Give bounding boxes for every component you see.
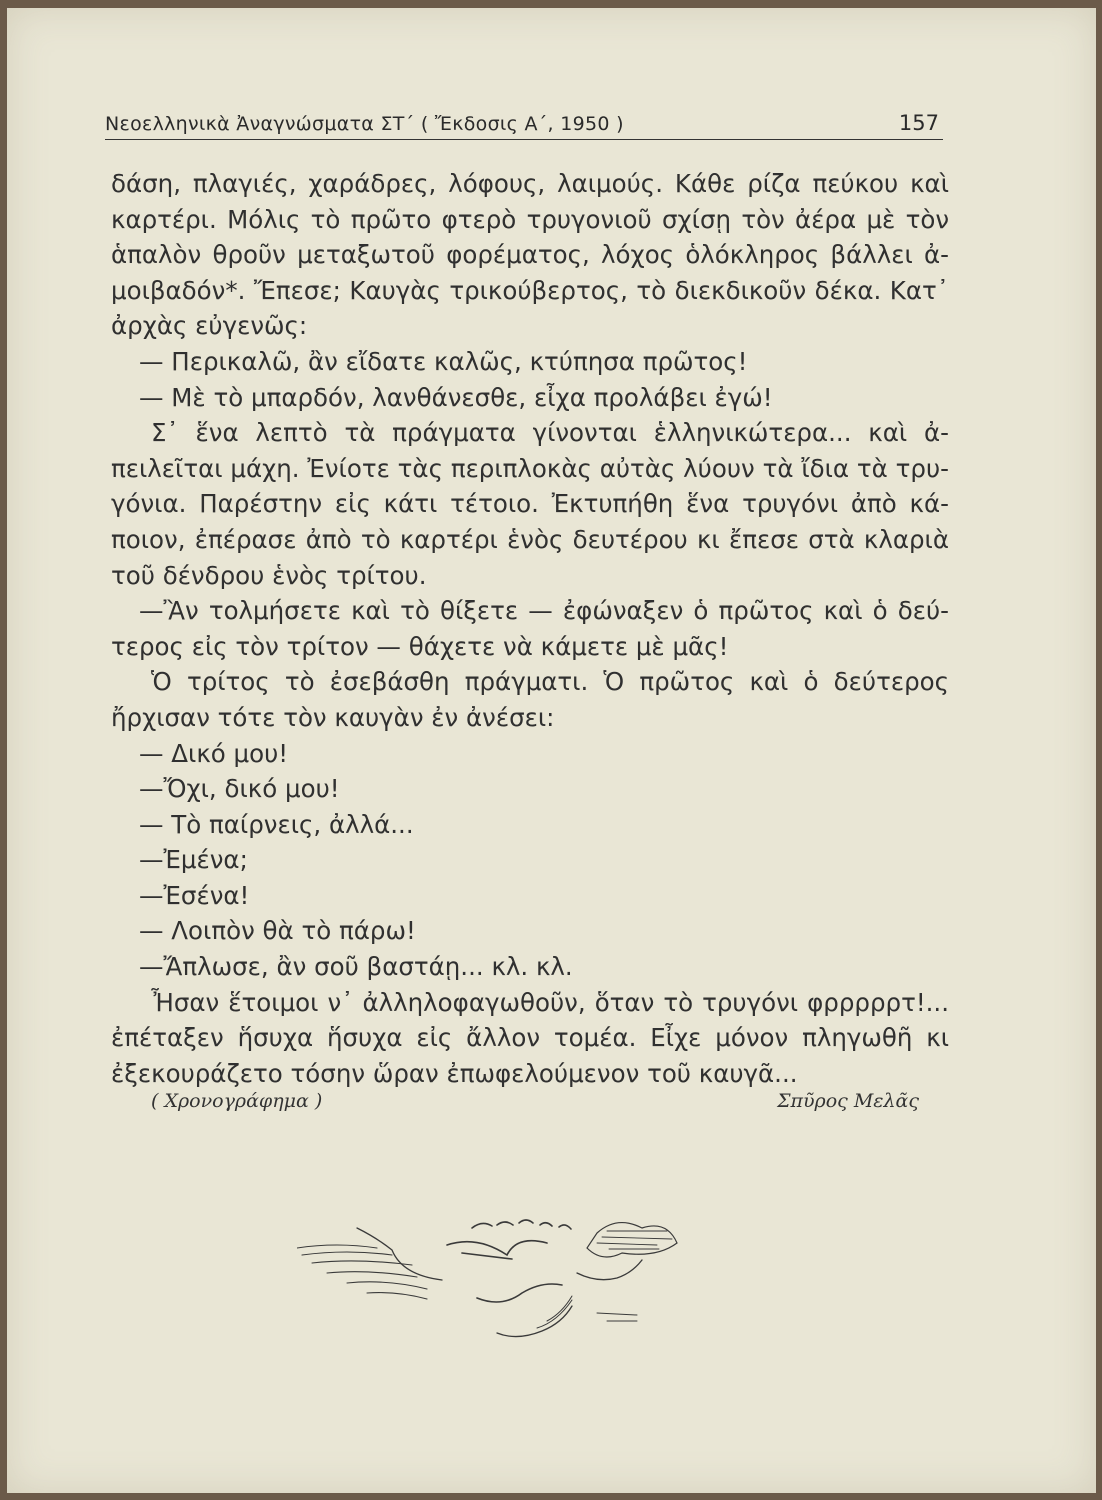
text-line: γόνια. Παρέστην εἰς κάτι τέτοιο. Ἐκτυπήθη ἕνα τρυγόνι ἀπὸ κά- [111,489,949,519]
dialogue-line: —Ἄπλωσε, ἂν σοῦ βαστάῃ... κλ. κλ. [139,952,573,982]
text-line: ποιον, ἐπέρασε ἀπὸ τὸ καρτέρι ἑνὸς δευτέρου κι ἔπεσε στὰ κλαριὰ [111,524,949,554]
running-title: Νεοελληνικὰ Ἀναγνώσματα ΣΤ΄ ( Ἔκδοσις Α΄, 1950 ) [105,113,624,135]
paragraph-start-line: Ἦσαν ἕτοιμοι ν᾽ ἀλληλοφαγωθοῦν, ὅταν τὸ τρυγόνι φρρρρρτ!... [151,987,949,1017]
text-line: μοιβαδόν*. Ἔπεσε; Καυγὰς τρικούβερτος, τὸ διεκδικοῦν δέκα. Κατ᾽ [111,275,949,305]
bird-icon [540,1223,552,1226]
text-line: καρτέρι. Μόλις τὸ πρῶτο φτερὸ τρυγονιοῦ σχίσῃ τὸν ἀέρα μὲ τὸν [111,204,949,234]
dialogue-line: — Τὸ παίρνεις, ἀλλά... [139,809,414,839]
paragraph-start-line: Ὁ τρίτος τὸ ἐσεβάσθη πράγματι. Ὁ πρῶτος καὶ ὁ δεύτερος [151,667,949,697]
bird-icon [497,1222,513,1225]
dialogue-line: —Ὄχι, δικό μου! [139,774,340,804]
text-line: ἐξεκουράζετο τόσην ὥραν ἐπωφελούμενον τοῦ καυγᾶ... [111,1058,798,1088]
text-line: ἀρχὰς εὐγενῶς: [111,311,308,341]
text-line: ἁπαλὸν θροῦν μεταξωτοῦ φορέματος, λόχος ὁλόκληρος βάλλει ἀ- [111,240,949,270]
text-line: πειλεῖται μάχη. Ἐνίοτε τὰς περιπλοκὰς αὐτὰς λύουν τὰ ἴδια τὰ τρυ- [111,453,949,483]
text-line: τοῦ δένδρου ἑνὸς τρίτου. [111,560,427,590]
bird-icon [519,1220,533,1223]
dialogue-line: —Ἂν τολμήσετε καὶ τὸ θίξετε — ἐφώναξεν ὁ πρῶτος καὶ ὁ δεύ- [139,596,949,626]
page-number: 157 [898,111,939,135]
text-line: ἐπέταξεν ἥσυχα ἥσυχα εἰς ἄλλον τομέα. Εἶχε μόνον πληγωθῆ κι [111,1023,949,1053]
paragraph-start-line: Σ᾽ ἕνα λεπτὸ τὰ πράγματα γίνονται ἑλληνικώτερα... καὶ ἀ- [151,418,949,448]
dialogue-line: —Ἐμένα; [139,845,248,875]
dialogue-line: — Μὲ τὸ μπαρδόν, λανθάνεσθε, εἶχα προλάβει ἐγώ! [139,382,773,412]
dialogue-line: — Λοιπὸν θὰ τὸ πάρω! [139,916,416,946]
book-page [7,8,1096,1493]
text-line: ἤρχισαν τότε τὸν καυγὰν ἐν ἀνέσει: [111,702,555,732]
cloud-icon [587,1223,677,1257]
body-text [111,166,949,1091]
dialogue-line: —Ἐσένα! [139,880,250,910]
text-line: δάση, πλαγιές, χαράδρες, λόφους, λαιμούς. Κάθε ρίζα πεύκου καὶ [111,169,949,198]
bird-icon [477,1284,562,1302]
author-signature: Σπῦρος Μελᾶς [777,1090,919,1112]
flying-birds-vignette-icon [297,1203,697,1353]
bird-icon [472,1223,492,1228]
bird-icon [559,1225,571,1229]
source-note: ( Χρονογράφημα ) [151,1090,323,1112]
text-line: τερος εἰς τὸν τρίτον — θάχετε νὰ κάμετε μὲ μᾶς! [111,631,729,661]
dialogue-line: — Περικαλῶ, ἂν εἴδατε καλῶς, κτύπησα πρῶτος! [139,346,748,376]
running-head [105,109,943,140]
dialogue-line: — Δικό μου! [139,738,289,768]
